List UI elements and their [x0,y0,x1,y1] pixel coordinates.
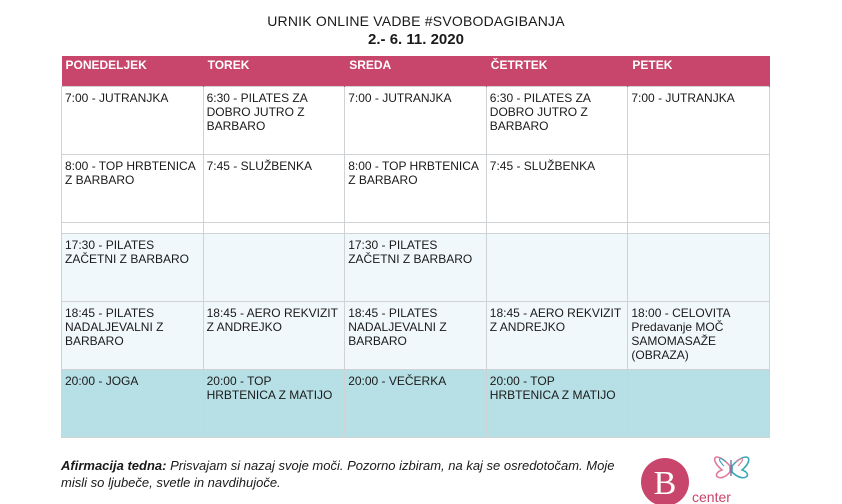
class-label: 7:00 - JUTRANJKA [631,91,735,105]
class-cell [628,370,770,438]
class-cell [62,87,204,155]
schedule-row [62,234,770,302]
day-header: SREDA [345,56,487,87]
day-header: PETEK [628,56,770,87]
affirmation [61,457,621,491]
class-cell [345,155,487,223]
class-cell [628,302,770,370]
b-center-logo [636,444,776,504]
class-label: 20:00 - TOP HRBTENICA Z MATIJO [489,374,616,402]
class-label: 6:30 - PILATES ZA DOBRO JUTRO Z BARBARO [206,91,308,133]
class-cell [203,234,345,302]
butterfly-icon [715,457,749,478]
class-label: 7:00 - JUTRANJKA [65,91,169,105]
spacer-cell [62,223,204,234]
spacer-cell [628,223,770,234]
class-cell [203,155,345,223]
class-label: 18:45 - PILATES NADALJEVALNI Z BARBARO [348,306,447,348]
schedule-row [62,87,770,155]
class-cell [203,87,345,155]
class-cell [62,302,204,370]
class-label: 20:00 - VEČERKA [348,374,447,388]
class-cell [62,370,204,438]
schedule-table [61,56,770,438]
class-label: 7:00 - JUTRANJKA [348,91,452,105]
day-header-row [62,56,770,87]
class-label: 20:00 - JOGA [65,374,139,388]
affirmation-text: Prisvajam si nazaj svoje moči. Pozorno izbiram, na kaj se osredotočam. Moje misli so ljubeče, svetle in navdihujoče. [61,458,615,490]
class-label: 18:45 - AERO REKVIZIT Z ANDREJKO [206,306,338,334]
schedule-title: URNIK ONLINE VADBE #SVOBODAGIBANJA [267,13,565,29]
schedule-row [62,155,770,223]
spacer-cell [486,223,628,234]
class-cell [486,370,628,438]
class-label: 6:30 - PILATES ZA DOBRO JUTRO Z BARBARO [489,91,591,133]
logo-letter: B [653,465,677,502]
class-cell [203,370,345,438]
class-cell [62,234,204,302]
class-cell [486,87,628,155]
class-label: 7:45 - SLUŽBENKA [489,159,596,173]
class-cell [486,155,628,223]
class-cell [62,155,204,223]
schedule-row [62,370,770,438]
class-label: 7:45 - SLUŽBENKA [206,159,312,173]
class-label: 17:30 - PILATES ZAČETNI Z BARBARO [348,238,473,266]
class-cell [628,155,770,223]
class-cell [345,302,487,370]
class-cell [345,87,487,155]
day-header: TOREK [203,56,345,87]
class-label: 18:00 - CELOVITA Predavanje MOČ SAMOMASAŽE (OBRAZA) [631,306,730,362]
class-cell [345,234,487,302]
spacer-cell [203,223,345,234]
class-cell [486,234,628,302]
class-cell [486,302,628,370]
class-label: 17:30 - PILATES ZAČETNI Z BARBARO [65,238,190,266]
class-label: 8:00 - TOP HRBTENICA Z BARBARO [348,159,479,187]
class-cell [628,234,770,302]
schedule-dates: 2.- 6. 11. 2020 [368,31,464,48]
class-label: 18:45 - PILATES NADALJEVALNI Z BARBARO [65,306,164,348]
schedule-row [62,302,770,370]
spacer-cell [345,223,487,234]
spacer-row [62,223,770,234]
class-label: 8:00 - TOP HRBTENICA Z BARBARO [65,159,196,187]
class-label: 20:00 - TOP HRBTENICA Z MATIJO [206,374,333,402]
day-header: PONEDELJEK [62,56,204,87]
day-header: ČETRTEK [486,56,628,87]
affirmation-label: Afirmacija tedna: [61,458,167,473]
class-label: 18:45 - AERO REKVIZIT Z ANDREJKO [489,306,621,334]
class-cell [203,302,345,370]
class-cell [628,87,770,155]
class-cell [345,370,487,438]
logo-word: center [692,489,731,504]
